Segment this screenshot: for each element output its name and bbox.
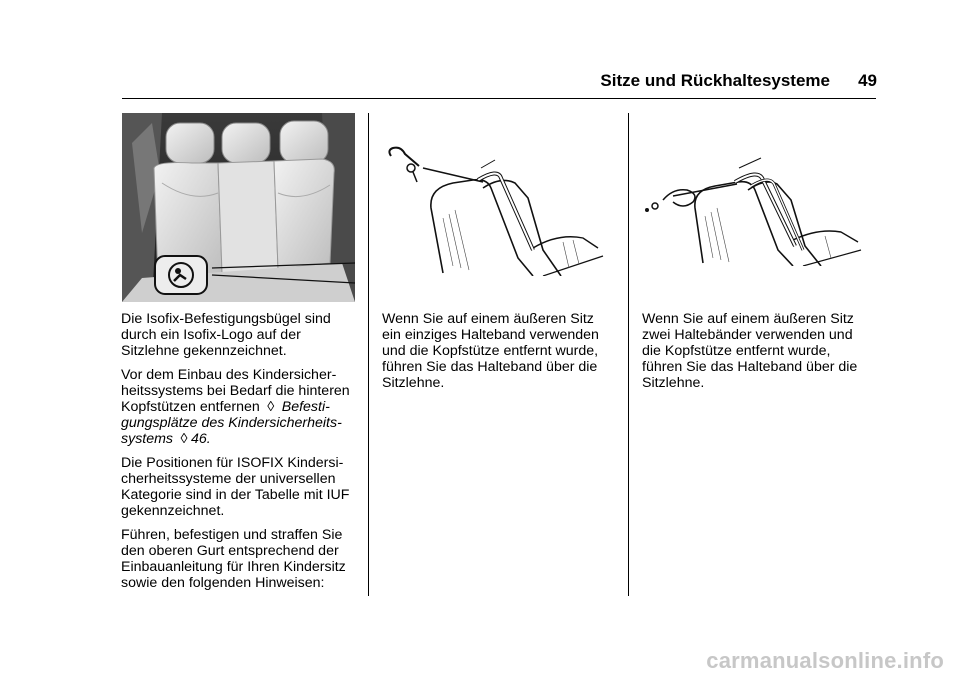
single-tether-illustration xyxy=(383,138,605,276)
paragraph-iuf-positions: Die Positionen für ISOFIX Kindersicherheitssysteme der universellen Kategorie sind in der Tabelle mit IUF gekennzeichnet. xyxy=(121,455,350,519)
column-2-text xyxy=(382,311,610,399)
column-1-text xyxy=(121,311,361,599)
cross-reference-link[interactable]: Befestigungsplätze des Kindersicherheitssystems xyxy=(121,399,342,447)
running-header-title: Sitze und Rückhaltesysteme xyxy=(600,71,830,90)
paragraph-remove-headrests xyxy=(121,367,361,447)
column-divider-1 xyxy=(368,113,369,596)
cross-reference-page-icon: ◊ xyxy=(180,431,188,447)
paragraph-single-tether: Wenn Sie auf einem äußeren Sitz ein einziges Halteband verwenden und die Kopfstütze entfernt wurde, führen Sie das Halteband über die Sitzlehne. xyxy=(382,311,599,391)
paragraph-dual-tether: Wenn Sie auf einem äußeren Sitz zwei Haltebänder verwenden und die Kopfstütze entfernt wurde, führen Sie das Halteband über die Sitzlehne. xyxy=(642,311,858,391)
page-number: 49 xyxy=(858,71,877,90)
paragraph-route-tether: Führen, befestigen und straffen Sie den oberen Gurt entsprechend der Einbauanleitung für Ihren Kindersitz sowie den folgenden Hinweisen: xyxy=(121,527,346,591)
header-rule xyxy=(122,98,876,99)
cross-reference-icon: ◊ xyxy=(267,399,275,415)
watermark: carmanualsonline.info xyxy=(706,648,944,673)
paragraph-remove-headrests-text: Vor dem Einbau des Kindersicherheitssystems bei Bedarf die hinteren Kopfstützen entfernen xyxy=(121,367,350,415)
cross-reference-page[interactable]: 46 xyxy=(190,431,207,447)
rear-seat-isofix-photo xyxy=(122,113,355,302)
dual-tether-illustration xyxy=(643,150,865,266)
column-3-text xyxy=(642,311,872,399)
cross-reference-end: . xyxy=(206,431,211,447)
paragraph-isofix-marking: Die Isofix-Befestigungsbügel sind durch ein Isofix-Logo auf der Sitzlehne gekennzeichnet. xyxy=(121,311,331,359)
column-divider-2 xyxy=(628,113,629,596)
